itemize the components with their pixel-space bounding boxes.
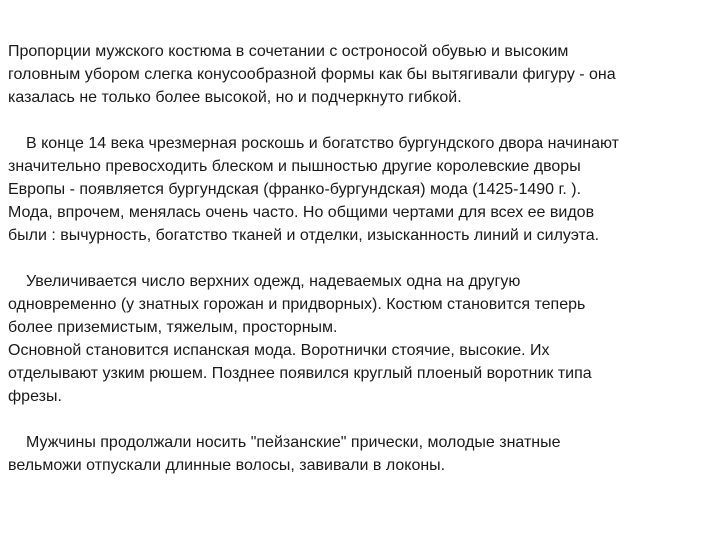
paragraph-spanish-fashion [8,339,714,408]
text-line: казалась не только более высокой, но и подчеркнуто гибкой. [8,89,462,106]
document-body [8,40,714,477]
paragraph-hairstyles [8,431,714,477]
text-line: Увеличивается число верхних одежд, надеваемых одна на другую [26,273,521,290]
text-line: были : вычурность, богатство тканей и отделки, изысканность линий и силуэта. [8,227,600,244]
text-line: вельможи отпускали длинные волосы, завивали в локоны. [8,457,446,474]
text-line: головным убором слегка конусообразной формы как бы вытягивали фигуру - она [8,66,616,83]
text-line: В конце 14 века чрезмерная роскошь и богатство бургундского двора начинают [26,135,619,152]
paragraph-outer-garments [8,270,714,339]
text-line: Мужчины продолжали носить "пейзанские" прически, молодые знатные [26,434,561,451]
text-line: Мода, впрочем, менялась очень часто. Но общими чертами для всех ее видов [8,204,595,221]
text-line: фрезы. [8,388,62,405]
text-line: более приземистым, тяжелым, просторным. [8,319,338,336]
text-line: Пропорции мужского костюма в сочетании с остроносой обувью и высоким [8,43,569,60]
text-line: отделывают узким рюшем. Позднее появился круглый плоеный воротник типа [8,365,592,382]
text-line: одновременно (у знатных горожан и придворных). Костюм становится теперь [8,296,586,313]
paragraph-proportions [8,40,714,109]
text-line: Европы - появляется бургундская (франко-бургундская) мода (1425-1490 г. ). [8,181,582,198]
text-line: значительно превосходить блеском и пышностью другие королевские дворы [8,158,581,175]
paragraph-burgundian-court [8,132,714,247]
text-line: Основной становится испанская мода. Воротнички стоячие, высокие. Их [8,342,550,359]
